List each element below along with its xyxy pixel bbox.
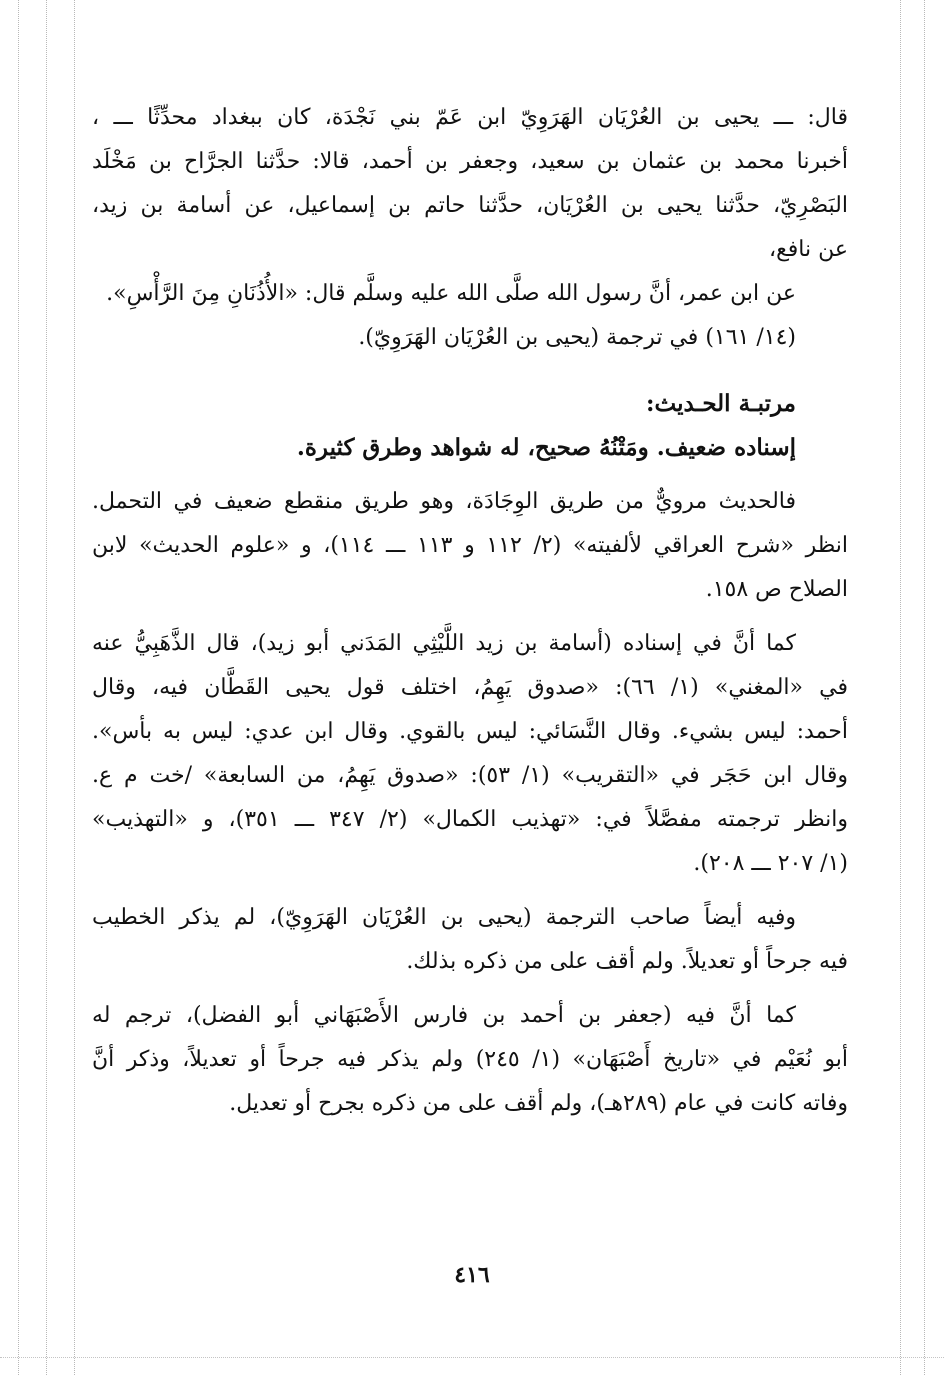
- book-page-body: [92, 96, 848, 1126]
- jafar-paragraph: [92, 994, 848, 1126]
- text-line: أبو نُعَيْم في «تاريخ أَصْبَهَان» (١/ ٢٤٥) ولم يذكر فيه جرحاً أو تعديلاً، وذكر أنَّ: [92, 1047, 848, 1072]
- hadith-grade-verdict: إسناده ضعيف. ومَتْنُهُ صحيح، له شواهد وطرق كثيرة.: [296, 434, 796, 461]
- text-line: كما أنَّ فيه (جعفر بن أحمد بن فارس الأَصْبَهَاني أبو الفضل)، ترجم له: [92, 1003, 796, 1028]
- usama-paragraph: [92, 622, 848, 886]
- yahya-paragraph: [92, 896, 848, 984]
- text-line: (١/ ٢٠٧ ـــ ٢٠٨).: [693, 851, 848, 876]
- text-line: فالحديث مرويٌّ من طريق الوِجَادَة، وهو طريق منقطع ضعيف في التحمل.: [92, 489, 796, 514]
- text-line: عن ابن عمر، أنَّ رسول الله صلَّى الله عليه وسلَّم قال: «الأُذُنَانِ مِنَ الرَّأْسِ».: [106, 281, 796, 306]
- text-line: في «المغني» (١/ ٦٦): «صدوق يَهِمُ، اختلف قول يحيى القَطَّان فيه، وقال: [92, 675, 849, 700]
- text-line: انظر «شرح العراقي لألفيته» (٢/ ١١٢ و ١١٣ ـــ ١١٤)، و «علوم الحديث» لابن: [92, 533, 848, 558]
- text-line: أخبرنا محمد بن عثمان بن سعيد، وجعفر بن أحمد، قالا: حدَّثنا الجرَّاح بن مَخْلَد: [92, 149, 848, 174]
- isnad-paragraph: [92, 96, 848, 272]
- page-number: ٤١٦: [454, 1262, 490, 1288]
- text-line: فيه جرحاً أو تعديلاً. ولم أقف على من ذكره بذلك.: [406, 949, 848, 974]
- scan-guide-line: [74, 0, 75, 1375]
- text-line: وقال ابن حَجَر في «التقريب» (١/ ٥٣): «صدوق يَهِمُ، من السابعة» /خت م ع.: [92, 763, 849, 788]
- wijada-paragraph: [92, 480, 848, 612]
- scan-guide-line: [18, 0, 19, 1375]
- hadith-grade-heading: مرتبـة الحـديث:: [646, 390, 796, 417]
- scan-guide-line: [46, 0, 47, 1375]
- text-line: (١٤/ ١٦١) في ترجمة (يحيى بن العُرْيَان الهَرَوِيّ).: [358, 325, 796, 350]
- scan-guide-line: [0, 1357, 944, 1358]
- text-line: كما أنَّ في إسناده (أسامة بن زيد اللَّيْثِي المَدَني أبو زيد)، قال الذَّهَبِيُّ عنه: [92, 631, 796, 656]
- text-line: عن نافع،: [768, 237, 848, 262]
- text-line: قال: ـــ يحيى بن العُرْيَان الهَرَوِيّ ابن عَمّ بني نَجْدَة، كان ببغداد محدِّثًا ـــ ،: [92, 105, 848, 130]
- text-line: أحمد: ليس بشيء. وقال النَّسَائي: ليس بالقوي. وقال ابن عدي: ليس به بأس».: [92, 719, 848, 744]
- scan-guide-line: [900, 0, 901, 1375]
- text-line: الصلاح ص ١٥٨.: [705, 577, 848, 602]
- matn-paragraph: [92, 272, 848, 360]
- text-line: وانظر ترجمته مفصَّلاً في: «تهذيب الكمال» (٢/ ٣٤٧ ـــ ٣٥١)، و «التهذيب»: [92, 807, 848, 832]
- scan-guide-line: [924, 0, 925, 1375]
- text-line: وفاته كانت في عام (٢٨٩هـ)، ولم أقف على من ذكره بجرح أو تعديل.: [229, 1091, 848, 1116]
- text-line: البَصْرِيّ، حدَّثنا يحيى بن العُرْيَان، حدَّثنا حاتم بن إسماعيل، عن أسامة بن زيد،: [92, 193, 848, 218]
- text-line: وفيه أيضاً صاحب الترجمة (يحيى بن العُرْيَان الهَرَوِيّ)، لم يذكر الخطيب: [92, 905, 796, 930]
